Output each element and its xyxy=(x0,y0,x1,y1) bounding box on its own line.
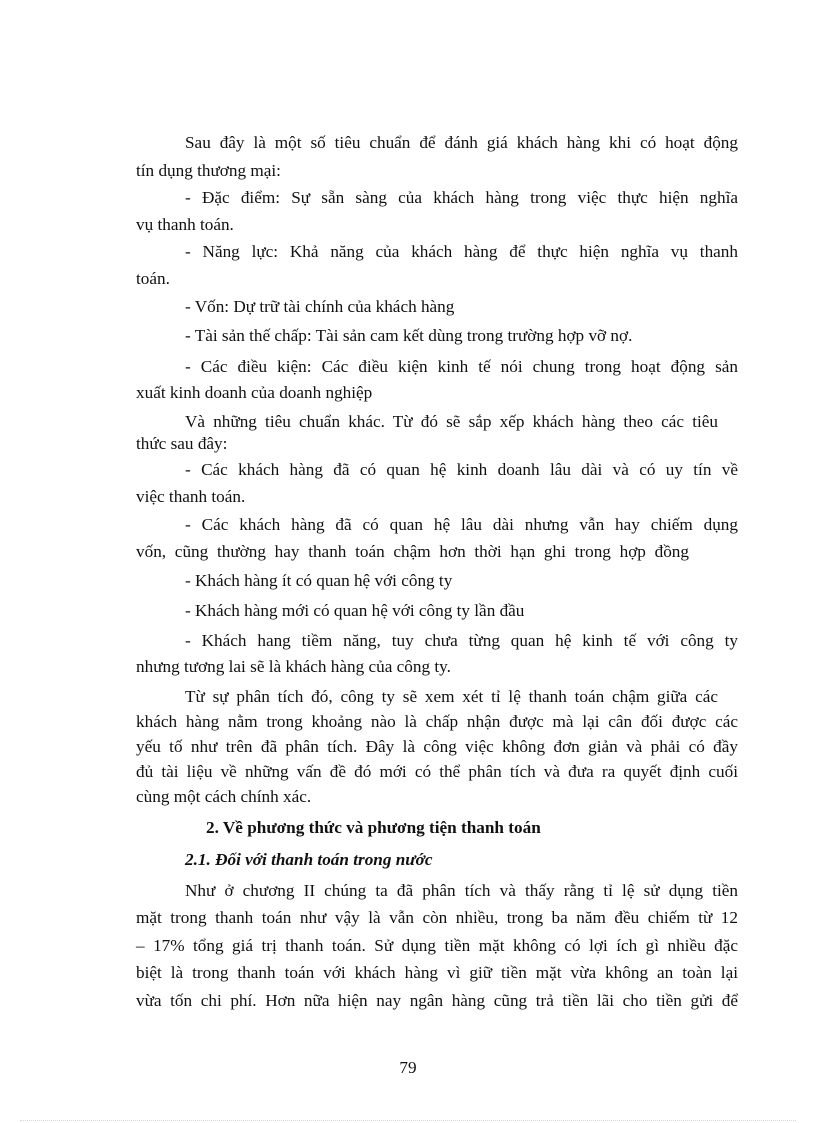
bullet-line: - Khách hang tiềm năng, tuy chưa từng quan hệ kinh tế với công ty xyxy=(185,631,738,650)
bullet-line: - Các khách hàng đã có quan hệ lâu dài nhưng vẫn hay chiếm dụng xyxy=(185,515,738,534)
bullet-line: - Các điều kiện: Các điều kiện kinh tế nói chung trong hoạt động sản xyxy=(185,357,738,376)
paragraph-line: – 17% tổng giá trị thanh toán. Sử dụng tiền mặt không có lợi ích gì nhiều đặc xyxy=(136,936,738,955)
bullet-line: - Các khách hàng đã có quan hệ kinh doanh lâu dài và có uy tín về xyxy=(185,460,738,479)
bullet-line: vụ thanh toán. xyxy=(136,215,234,234)
paragraph-line: khách hàng nằm trong khoảng nào là chấp nhận được mà lại cân đối được các xyxy=(136,712,738,731)
bullet-line: - Năng lực: Khả năng của khách hàng để thực hiện nghĩa vụ thanh xyxy=(185,242,738,261)
bullet-line: - Khách hàng ít có quan hệ với công ty xyxy=(185,571,453,590)
bullet-line: - Tài sản thế chấp: Tài sản cam kết dùng trong trường hợp vỡ nợ. xyxy=(185,326,633,345)
bullet-line: - Vốn: Dự trữ tài chính của khách hàng xyxy=(185,297,455,316)
paragraph-line: Và những tiêu chuẩn khác. Từ đó sẽ sắp xếp khách hàng theo các tiêu xyxy=(185,412,718,431)
paragraph-line: cùng một cách chính xác. xyxy=(136,787,312,806)
paragraph-line: đủ tài liệu về những vấn đề đó mới có thể phân tích và đưa ra quyết định cuối xyxy=(136,762,738,781)
bullet-line: - Đặc điểm: Sự sẵn sàng của khách hàng trong việc thực hiện nghĩa xyxy=(185,188,738,207)
paragraph-line: yếu tố như trên đã phân tích. Đây là công việc không đơn giản và phải có đầy xyxy=(136,737,738,756)
subsection-heading: 2.1. Đối với thanh toán trong nước xyxy=(185,850,433,869)
paragraph-line: Từ sự phân tích đó, công ty sẽ xem xét tỉ lệ thanh toán chậm giữa các xyxy=(185,687,718,706)
paragraph-line: vừa tốn chi phí. Hơn nữa hiện nay ngân hàng cũng trả tiền lãi cho tiền gửi để xyxy=(136,991,738,1010)
bullet-line: toán. xyxy=(136,269,170,288)
page-number: 79 xyxy=(399,1058,417,1077)
paragraph-line: thức sau đây: xyxy=(136,434,228,453)
bullet-line: xuất kinh doanh của doanh nghiệp xyxy=(136,383,373,402)
bullet-line: việc thanh toán. xyxy=(136,487,246,506)
section-heading: 2. Về phương thức và phương tiện thanh toán xyxy=(206,818,541,837)
paragraph-line: Sau đây là một số tiêu chuẩn để đánh giá khách hàng khi có hoạt động xyxy=(185,133,738,152)
bullet-line: vốn, cũng thường hay thanh toán chậm hơn thời hạn ghi trong hợp đồng xyxy=(136,542,689,561)
paragraph-line: biệt là trong thanh toán với khách hàng vì giữ tiền mặt vừa không an toàn lại xyxy=(136,963,738,982)
page-separator xyxy=(20,1120,796,1121)
paragraph-line: tín dụng thương mại: xyxy=(136,161,281,180)
bullet-line: - Khách hàng mới có quan hệ với công ty lần đầu xyxy=(185,601,525,620)
bullet-line: nhưng tương lai sẽ là khách hàng của công ty. xyxy=(136,657,451,676)
paragraph-line: mặt trong thanh toán như vậy là vẫn còn nhiều, trong ba năm đều chiếm từ 12 xyxy=(136,908,738,927)
paragraph-line: Như ở chương II chúng ta đã phân tích và thấy rằng tỉ lệ sử dụng tiền xyxy=(185,881,738,900)
